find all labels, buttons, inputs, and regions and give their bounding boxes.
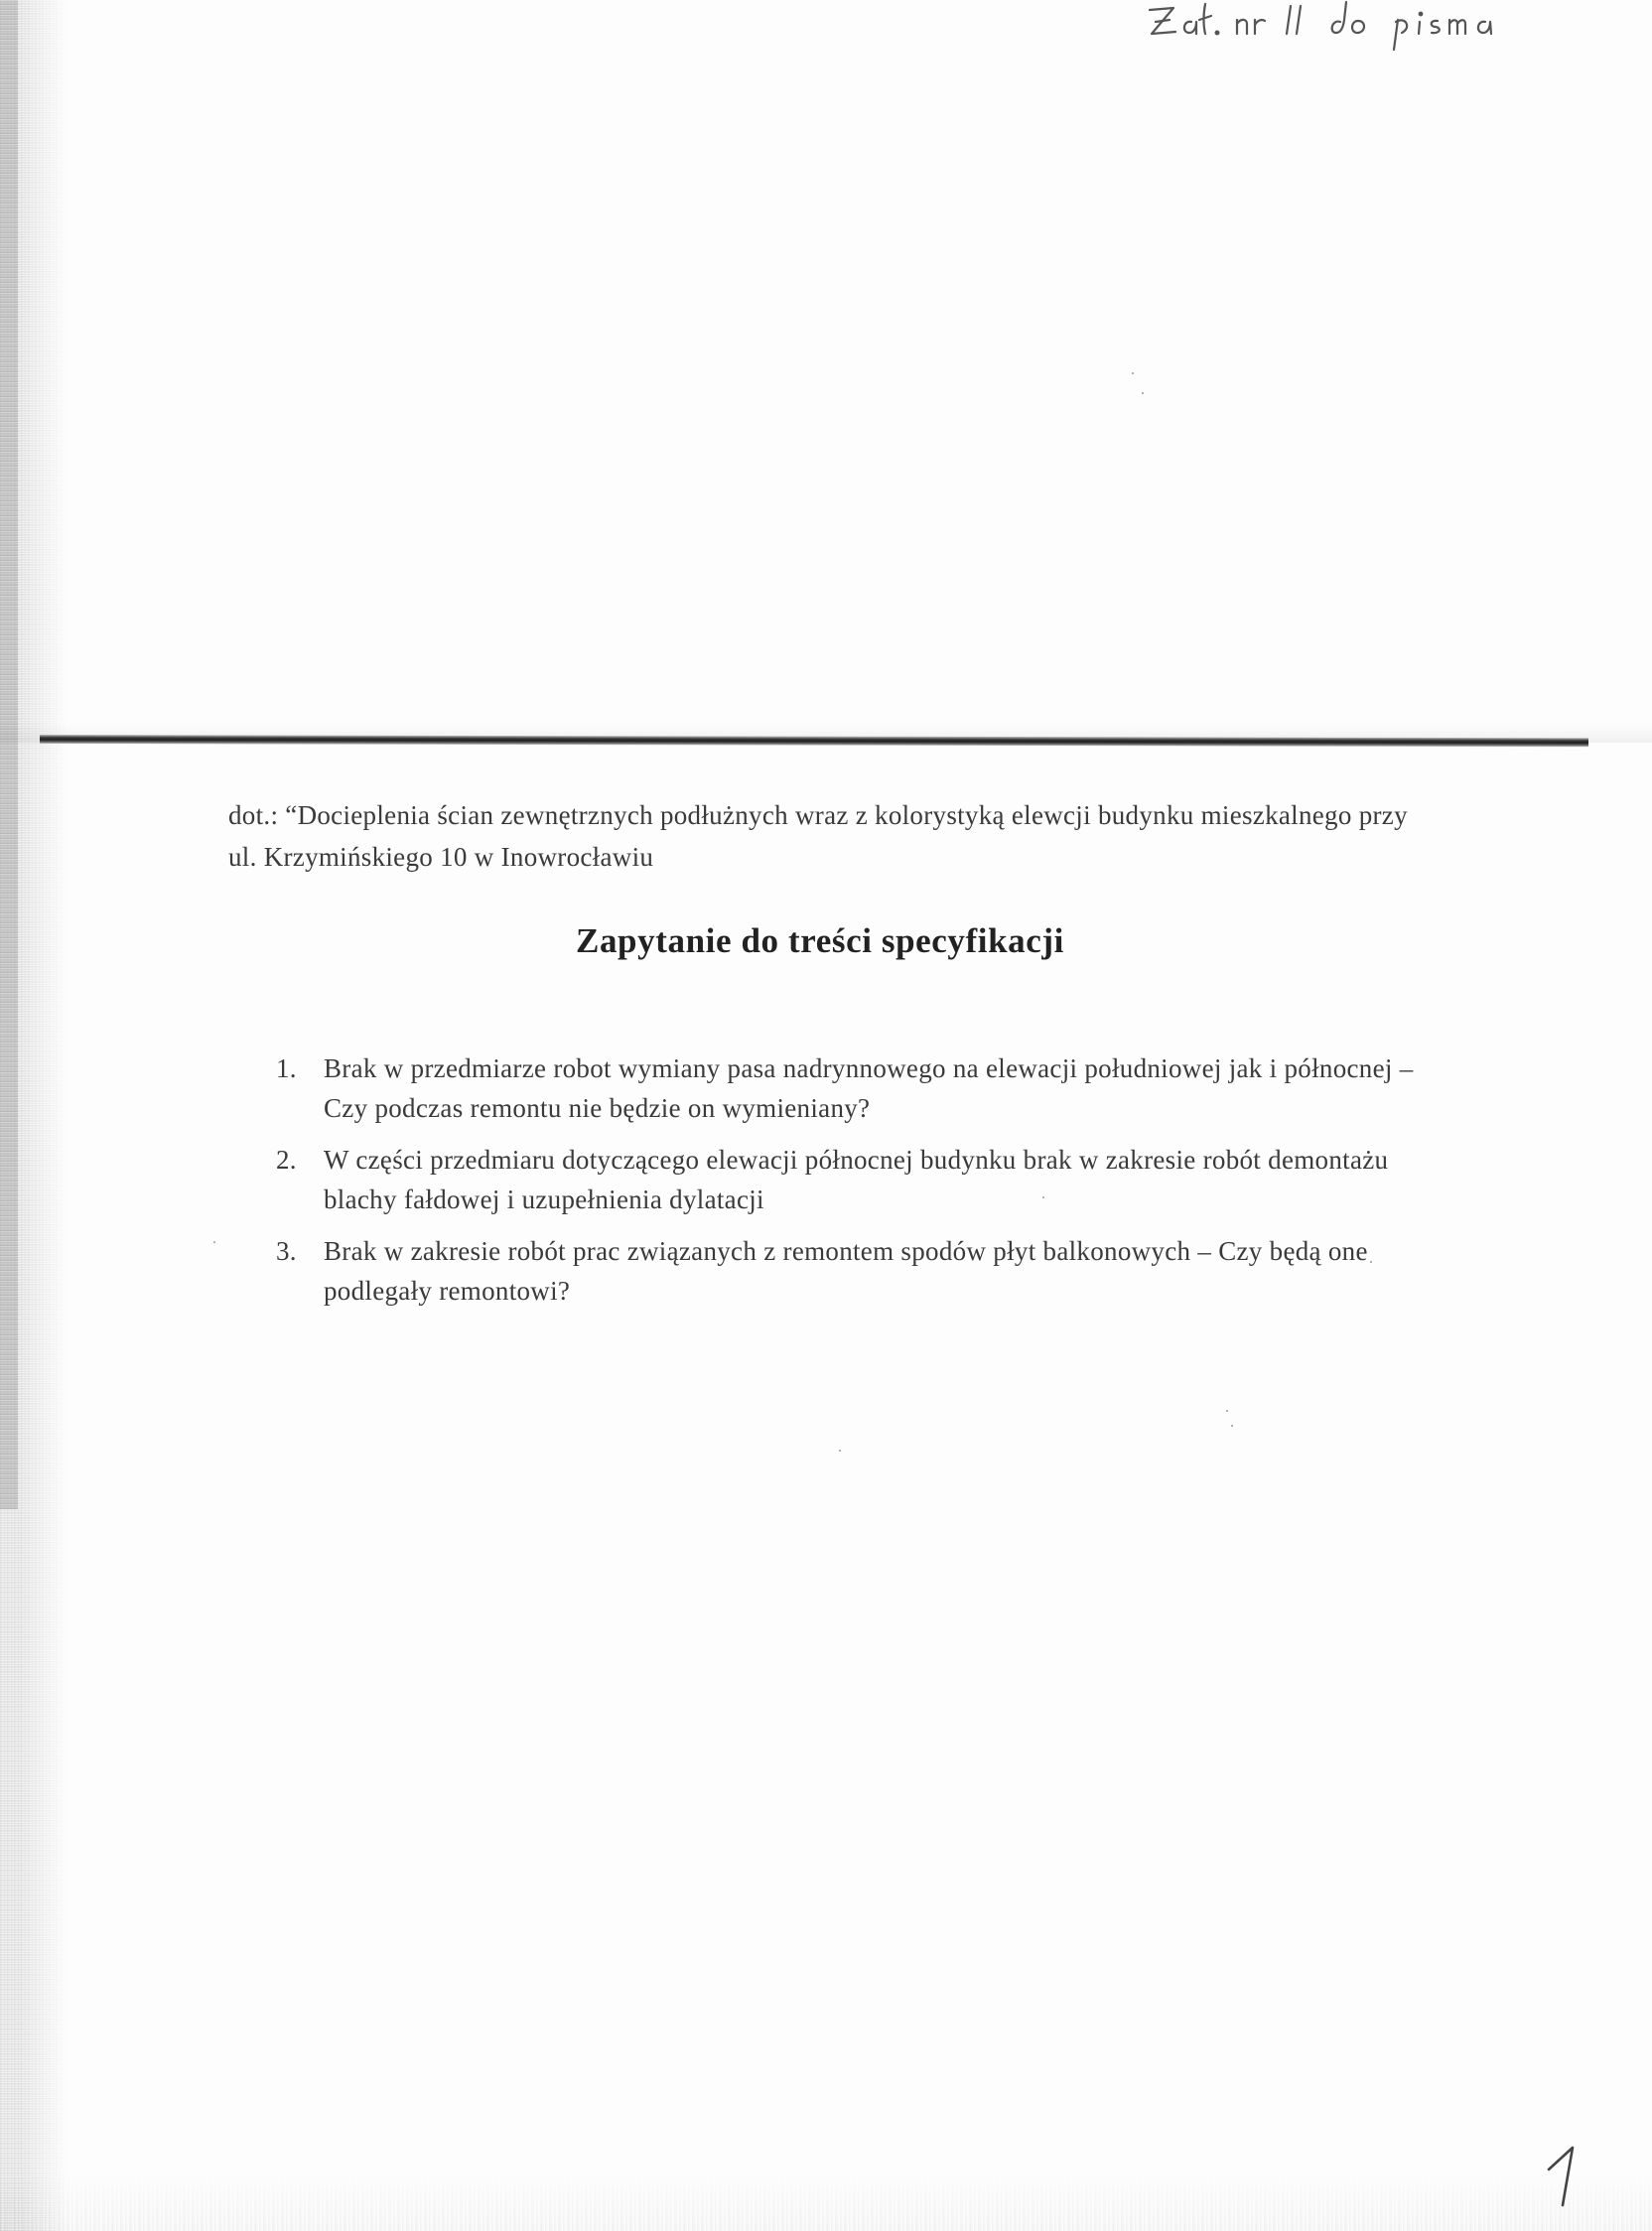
fold-line-divider: [40, 735, 1588, 747]
reference-subject-line: dot.: “Docieplenia ścian zewnętrznych podłużnych wraz z kolorystyką elewcji budynku mieszkalnego przy ul. Krzymińskiego 10 w Inowrocławiu: [228, 800, 1408, 872]
scan-speck: [213, 1241, 215, 1243]
document-title: Zapytanie do treści specyfikacji: [576, 921, 1064, 960]
question-number: 1.: [276, 1053, 297, 1083]
scan-speck: [1042, 1196, 1044, 1198]
question-item-3: [276, 1231, 1416, 1311]
question-text: W części przedmiaru dotyczącego elewacji północnej budynku brak w zakresie robót demontażu blachy fałdowej i uzupełnienia dylatacji: [324, 1145, 1389, 1214]
scan-speck: [1132, 372, 1134, 374]
question-text: Brak w zakresie robót prac związanych z remontem spodów płyt balkonowych – Czy będą one podlegały remontowi?: [324, 1236, 1368, 1306]
scan-speck: [1142, 392, 1144, 394]
scan-noise-bottom-edge: [0, 2171, 1652, 2231]
question-item-2: [276, 1140, 1416, 1219]
scan-speck: [1231, 1425, 1233, 1427]
questions-list: [228, 1048, 1420, 1311]
document-body: [228, 794, 1420, 1323]
scan-speck: [839, 1450, 841, 1452]
question-item-1: [276, 1048, 1416, 1128]
scan-speck: [1370, 1261, 1372, 1263]
question-number: 2.: [276, 1145, 297, 1175]
question-number: 3.: [276, 1236, 297, 1266]
handwritten-page-number: [1539, 2140, 1588, 2209]
handwritten-annotation: [1142, 0, 1519, 60]
question-text: Brak w przedmiarze robot wymiany pasa nadrynnowego na elewacji południowej jak i północnej – Czy podczas remontu nie będzie on wymieniany?: [324, 1053, 1414, 1123]
scan-dark-left-strip: [0, 0, 18, 1509]
scan-speck: [1226, 1410, 1228, 1412]
